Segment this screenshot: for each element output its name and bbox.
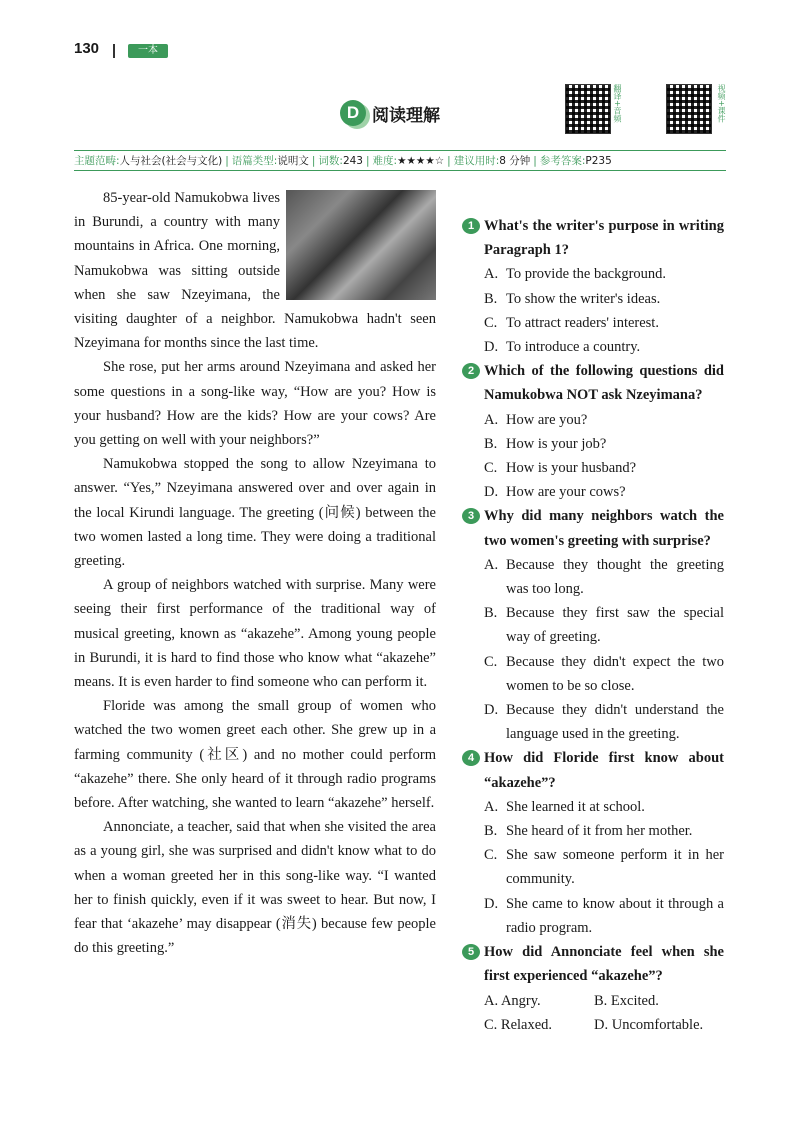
option-letter: A. (484, 556, 499, 573)
qr-label-video: 视频+课件 (717, 84, 726, 123)
question-number: 1 (462, 218, 480, 234)
option-letter: B. (484, 290, 498, 307)
answer-key: 参考答案: (539, 155, 586, 167)
section-title (340, 100, 440, 126)
option-letter: B. (484, 823, 498, 840)
passage-paragraph: Floride was among the small group of women who watched the two women greet each other. She grew up in a farming community (社区) and no mother could perform “akazehe” there. She only heard of it through radio programs before. After watching, she wanted to learn “akazehe” herself. (74, 698, 436, 812)
option-letter: B. (594, 992, 608, 1009)
passage-paragraph: A group of neighbors watched with surprise. Many were seeing their first performance of the traditional way of musical greeting, known as “akazehe”. Among young people in Burundi, it is hard to find those who know what “akazehe” means. It is even harder to find someone who can perform it. (74, 577, 436, 691)
option-text[interactable]: To provide the background. (506, 266, 667, 283)
option-letter: A. (484, 992, 499, 1009)
section-title-text: 阅读理解 (372, 105, 440, 126)
question-text: What's the writer's purpose in writing Paragraph 1? (484, 218, 724, 259)
section-letter-badge: D (340, 100, 366, 126)
question-number: 4 (462, 750, 480, 766)
answer-page: P235 (585, 154, 612, 167)
passage-paragraph: She rose, put her arms around Nzeyimana and asked her some questions in a song-like way, “How are you? How is your husband? How are the kids? How are your cows? Are you getting on well with your neighbors?” (74, 359, 436, 449)
option-letter: C. (484, 653, 498, 670)
option-letter: C. (484, 314, 498, 331)
option-text[interactable]: She came to know about it through a radio program. (506, 895, 724, 936)
option-letter: C. (484, 460, 498, 477)
qr-code-icon[interactable] (565, 84, 611, 134)
question-list (462, 214, 724, 1037)
option-text[interactable]: Excited. (610, 992, 659, 1009)
question-1 (462, 214, 724, 359)
question-text: How did Annonciate feel when she first experienced “akazehe”? (484, 944, 724, 985)
reading-passage (74, 186, 436, 961)
question-5 (462, 940, 724, 1037)
passage-photo (286, 190, 436, 300)
word-count-key: 词数: (318, 155, 343, 167)
qr-label-translation: 翻译+音频 (613, 84, 622, 123)
option-letter: B. (484, 435, 498, 452)
question-2 (462, 359, 724, 504)
option-text[interactable]: How is your job? (506, 435, 607, 452)
option-text[interactable]: How are you? (506, 411, 588, 428)
genre-key: 语篇类型: (231, 155, 278, 167)
question-number: 3 (462, 508, 480, 524)
word-count-value: 243 (342, 154, 363, 167)
time-key: 建议用时: (453, 155, 500, 167)
qr-code-icon[interactable] (666, 84, 712, 134)
option-text[interactable]: Because they didn't expect the two women to be so close. (506, 653, 724, 694)
option-text[interactable]: Because they thought the greeting was too long. (506, 556, 724, 598)
option-text[interactable]: She heard of it from her mother. (506, 823, 693, 840)
option-letter: C. (484, 1016, 498, 1033)
option-text[interactable]: Relaxed. (500, 1016, 553, 1033)
passage-paragraph (74, 186, 436, 355)
passage-meta-bar: 主题范畴: 人与社会(社会与文化) | 语篇类型: 说明文 | 词数: 243 | 难度: ★★★★☆ | 建议用时: 8 分钟 | 参考答案: P235 (74, 150, 726, 171)
option-text[interactable]: She saw someone perform it in her community. (506, 847, 724, 888)
option-text[interactable]: Uncomfortable. (611, 1016, 704, 1033)
question-3 (462, 504, 724, 746)
paragraph-text: 85-year-old Namukobwa lives in Burundi, a country with many mountains in Africa. One morning, Namukobwa was sitting outside when she saw Nzeyimana, the visiting daughter of a neighbor. Namukobwa hadn't seen Nzeyimana for months since the last time. (74, 190, 436, 352)
page-number: 130 (74, 40, 100, 57)
option-text[interactable]: How are your cows? (506, 484, 626, 501)
option-letter: D. (484, 702, 499, 719)
passage-paragraph: Namukobwa stopped the song to allow Nzeyimana to answer. “Yes,” Nzeyimana answered over and over again in the local Kirundi language. The greeting (问候) between the two women lasted a long time. They were doing a traditional greeting. (74, 456, 436, 570)
option-letter: D. (484, 484, 499, 501)
option-letter: D. (594, 1016, 609, 1033)
question-text: Why did many neighbors watch the two women's greeting with surprise? (484, 508, 724, 549)
option-letter: A. (484, 266, 499, 283)
option-letter: D. (484, 895, 499, 912)
header-divider (113, 44, 115, 58)
time-value: 8 分钟 (499, 155, 531, 167)
brand-logo: 一本 (128, 44, 168, 58)
option-text[interactable]: How is your husband? (506, 460, 637, 477)
option-letter: B. (484, 605, 498, 622)
option-text[interactable]: To attract readers' interest. (506, 314, 659, 331)
genre-value: 说明文 (277, 155, 309, 167)
option-text[interactable]: She learned it at school. (506, 798, 645, 815)
theme-key: 主题范畴: (74, 155, 120, 167)
question-number: 5 (462, 944, 480, 960)
theme-value: 人与社会(社会与文化) (119, 155, 223, 167)
option-letter: C. (484, 847, 498, 864)
question-text: Which of the following questions did Namukobwa NOT ask Nzeyimana? (484, 363, 724, 404)
option-text[interactable]: Because they first saw the special way of greeting. (506, 605, 724, 646)
passage-paragraph: Annonciate, a teacher, said that when she visited the area as a young girl, she was surprised and didn't know what to do when a woman greeted her in this song-like way. “I wanted her to finish quickly, even if it was sweet to hear. But now, I fear that ‘akazehe’ may disappear (消失) because few people do this greeting.” (74, 819, 436, 957)
question-text: How did Floride first know about “akazehe”? (484, 750, 724, 791)
option-text[interactable]: Because they didn't understand the language used in the greeting. (506, 702, 724, 743)
difficulty-stars: ★★★★☆ (397, 154, 445, 167)
question-4 (462, 746, 724, 940)
difficulty-key: 难度: (372, 155, 398, 167)
option-text[interactable]: Angry. (500, 992, 541, 1009)
option-text[interactable]: To show the writer's ideas. (506, 290, 661, 307)
option-letter: A. (484, 411, 499, 428)
question-number: 2 (462, 363, 480, 379)
option-letter: D. (484, 339, 499, 356)
option-letter: A. (484, 798, 499, 815)
option-text[interactable]: To introduce a country. (506, 339, 641, 356)
